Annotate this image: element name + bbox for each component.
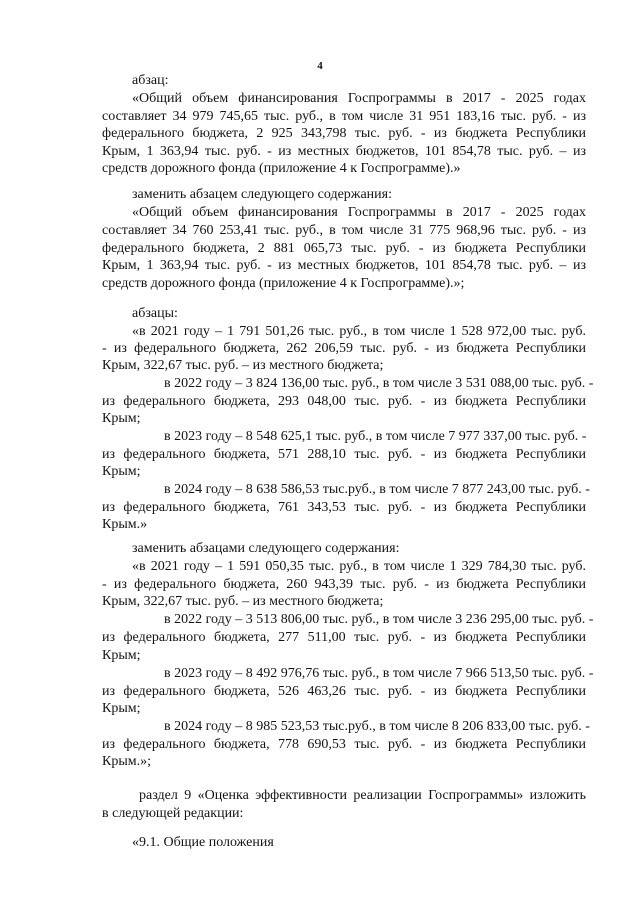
paragraph-label: заменить абзацами следующего содержания:	[132, 541, 400, 556]
text-line: Крым;	[102, 464, 141, 479]
text-line: средств дорожного фонда (приложение 4 к Госпрограмме).»;	[102, 276, 465, 291]
text-line: из федерального бюджета, 293 048,00 тыс. руб. - из бюджета Республики	[102, 394, 586, 409]
text-line: «Общий объем финансирования Госпрограммы в 2017 - 2025 годах	[132, 205, 586, 220]
paragraph-label: абзацы:	[132, 306, 178, 321]
text-line: Крым.»	[102, 517, 148, 532]
text-line: составляет 34 979 745,65 тыс. руб., в том числе 31 951 183,16 тыс. руб. - из	[102, 109, 586, 124]
text-line: в 2024 году – 8 985 523,53 тыс.руб., в том числе 8 206 833,00 тыс. руб. -	[164, 719, 590, 734]
text-line: «в 2021 году – 1 791 501,26 тыс. руб., в том числе 1 528 972,00 тыс. руб.	[132, 324, 586, 339]
text-line: в следующей редакции:	[102, 806, 244, 821]
paragraph-label: заменить абзацем следующего содержания:	[132, 187, 392, 202]
text-line: в 2022 году – 3 824 136,00 тыс. руб., в том числе 3 531 088,00 тыс. руб. -	[164, 376, 594, 391]
text-line: Крым, 322,67 тыс. руб. – из местного бюджета;	[102, 358, 384, 373]
text-line: Крым;	[102, 411, 141, 426]
text-line: Крым;	[102, 701, 141, 716]
text-line: в 2024 году – 8 638 586,53 тыс.руб., в том числе 7 877 243,00 тыс. руб. -	[164, 482, 590, 497]
text-line: «Общий объем финансирования Госпрограммы в 2017 - 2025 годах	[132, 91, 586, 106]
section-heading: «9.1. Общие положения	[132, 835, 274, 850]
paragraph-label: абзац:	[132, 73, 169, 88]
text-line: Крым.»;	[102, 754, 151, 769]
text-line: из федерального бюджета, 277 511,00 тыс. руб. - из бюджета Республики	[102, 630, 586, 645]
text-line: в 2023 году – 8 492 976,76 тыс. руб., в том числе 7 966 513,50 тыс. руб. -	[164, 666, 594, 681]
text-line: Крым, 322,67 тыс. руб. – из местного бюджета;	[102, 594, 384, 609]
text-line: из федерального бюджета, 526 463,26 тыс. руб. - из бюджета Республики	[102, 684, 586, 699]
text-line: в 2022 году – 3 513 806,00 тыс. руб., в том числе 3 236 295,00 тыс. руб. -	[164, 612, 594, 627]
text-line: «в 2021 году – 1 591 050,35 тыс. руб., в том числе 1 329 784,30 тыс. руб.	[132, 559, 586, 574]
text-line: из федерального бюджета, 778 690,53 тыс. руб. - из бюджета Республики	[102, 737, 586, 752]
text-line: федерального бюджета, 2 925 343,798 тыс. руб. - из бюджета Республики	[102, 126, 586, 141]
text-line: Крым;	[102, 648, 141, 663]
text-line: составляет 34 760 253,41 тыс. руб., в том числе 31 775 968,96 тыс. руб. - из	[102, 223, 586, 238]
text-line: - из федерального бюджета, 260 943,39 тыс. руб. - из бюджета Республики	[102, 577, 586, 592]
text-line: из федерального бюджета, 571 288,10 тыс. руб. - из бюджета Республики	[102, 447, 586, 462]
text-line: Крым, 1 363,94 тыс. руб. - из местных бюджетов, 101 854,78 тыс. руб. – из	[102, 258, 586, 273]
text-line: раздел 9 «Оценка эффективности реализации Госпрограммы» изложить	[139, 788, 586, 803]
text-line: Крым, 1 363,94 тыс. руб. - из местных бюджетов, 101 854,78 тыс. руб. – из	[102, 144, 586, 159]
text-line: из федерального бюджета, 761 343,53 тыс. руб. - из бюджета Республики	[102, 500, 586, 515]
page-number: 4	[317, 60, 323, 72]
text-line: - из федерального бюджета, 262 206,59 тыс. руб. - из бюджета Республики	[102, 341, 586, 356]
text-line: в 2023 году – 8 548 625,1 тыс. руб., в том числе 7 977 337,00 тыс. руб. -	[164, 429, 587, 444]
text-line: федерального бюджета, 2 881 065,73 тыс. руб. - из бюджета Республики	[102, 241, 586, 256]
text-line: средств дорожного фонда (приложение 4 к Госпрограмме).»	[102, 161, 461, 176]
